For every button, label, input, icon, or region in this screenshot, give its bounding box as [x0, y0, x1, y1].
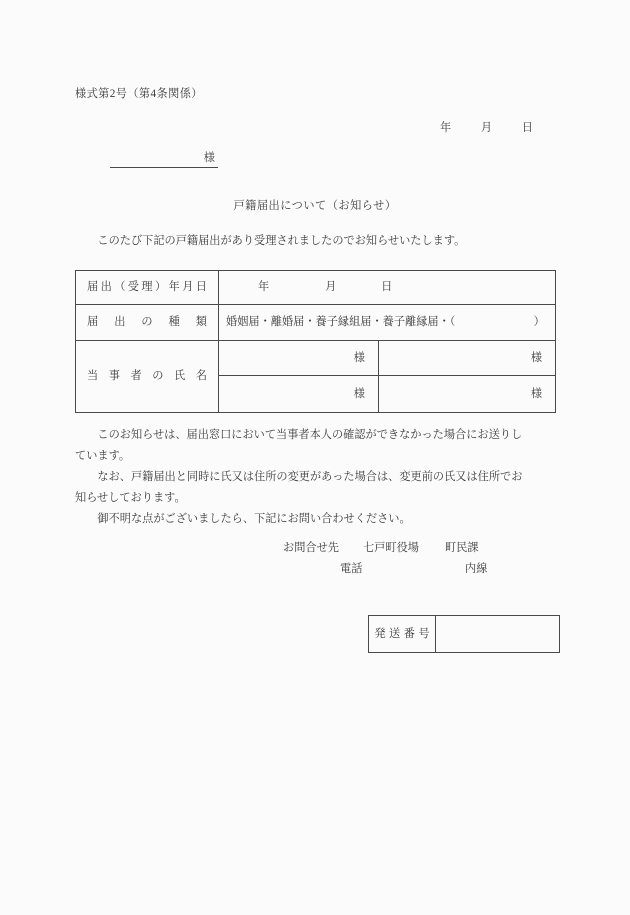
report-kind-value-cell: 婚姻届・離婚届・養子縁組届・養子離縁届・（ ） — [219, 305, 556, 341]
intro-paragraph: このたび下記の戸籍届出があり受理されましたのでお知らせいたします。 — [75, 235, 466, 247]
notification-table — [75, 270, 556, 413]
extension-label: 内線 — [465, 563, 488, 575]
contact-label: お問合せ先 — [283, 542, 339, 554]
party-name-cell-1: 様 — [219, 341, 379, 376]
table-row-report-kind — [76, 305, 556, 341]
office-name: 七戸町役場 — [363, 542, 419, 554]
dispatch-number-label: 発送番号 — [369, 616, 436, 652]
party-name-cell-3: 様 — [219, 376, 379, 413]
report-kind-header-label: 届出の種類 — [87, 316, 207, 329]
party-names-header-cell — [76, 341, 219, 413]
addressee-honorific: 様 — [203, 152, 215, 164]
dispatch-number-value — [436, 616, 559, 652]
addressee-line — [110, 150, 218, 168]
date-day-label: 日 — [521, 122, 533, 134]
body-line-4: 知らせしております。 — [75, 492, 186, 504]
body-line-2: ています。 — [75, 450, 131, 462]
date-line — [440, 120, 533, 136]
party-names-header-label: 当事者の氏名 — [87, 370, 207, 383]
party-name-cell-4: 様 — [379, 376, 556, 413]
table-row-report-date — [76, 271, 556, 305]
report-kind-header-cell — [76, 305, 219, 341]
date-month-label: 月 — [480, 122, 493, 134]
table-row-party-names-1 — [76, 341, 556, 376]
section-name: 町民課 — [445, 542, 479, 554]
body-line-3: なお、戸籍届出と同時に氏又は住所の変更があった場合は、変更前の氏又は住所でお — [75, 471, 523, 483]
body-line-5: 御不明な点がございましたら、下記にお問い合わせください。 — [75, 513, 411, 525]
dispatch-number-box — [368, 615, 560, 653]
report-date-header-cell — [76, 271, 219, 305]
document-title: 戸籍届出について（お知らせ） — [233, 200, 397, 212]
report-date-value-cell: 年 月 日 — [219, 271, 556, 305]
date-year-label: 年 — [440, 122, 452, 134]
report-date-header-label: 届出（受理）年月日 — [87, 281, 207, 294]
phone-label: 電話 — [340, 563, 363, 575]
party-name-cell-2: 様 — [379, 341, 556, 376]
body-text — [75, 425, 565, 530]
form-number: 様式第2号（第4条関係） — [75, 88, 203, 100]
body-line-1: このお知らせは、届出窓口において当事者本人の確認ができなかった場合にお送りし — [75, 429, 523, 441]
